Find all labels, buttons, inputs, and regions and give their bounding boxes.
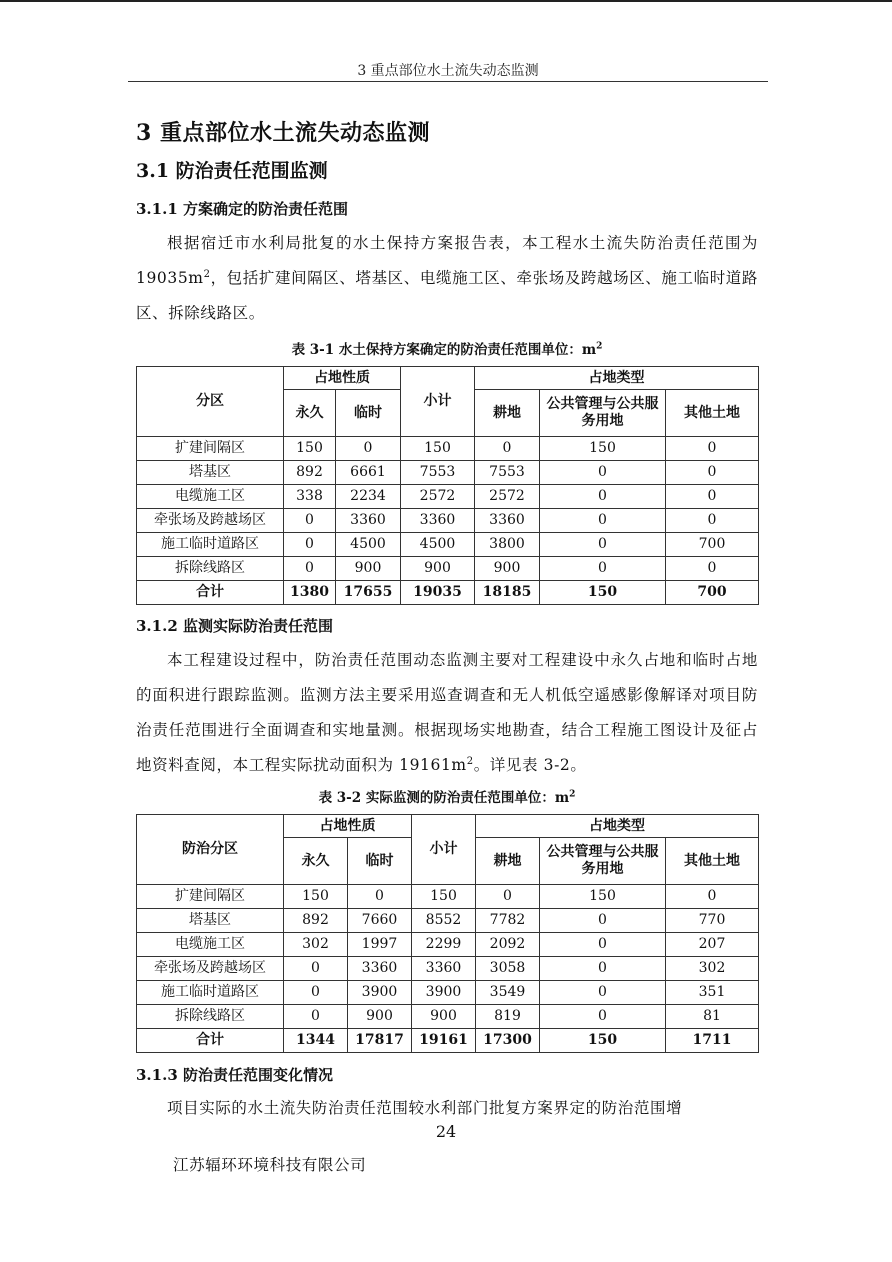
value-cell: 17300 xyxy=(476,1029,540,1053)
row-label-cell: 牵张场及跨越场区 xyxy=(137,957,284,981)
value-cell: 2092 xyxy=(476,933,540,957)
value-cell: 0 xyxy=(336,437,401,461)
row-label-cell: 施工临时道路区 xyxy=(137,981,284,1005)
value-cell: 351 xyxy=(666,981,759,1005)
value-cell: 900 xyxy=(475,557,540,581)
value-cell: 1711 xyxy=(666,1029,759,1053)
value-cell: 150 xyxy=(284,885,348,909)
header-subtotal: 小计 xyxy=(412,815,476,885)
value-cell: 3058 xyxy=(476,957,540,981)
header-subtotal: 小计 xyxy=(401,367,475,437)
value-cell: 0 xyxy=(284,557,336,581)
value-cell: 0 xyxy=(284,981,348,1005)
header-farmland: 耕地 xyxy=(476,838,540,885)
header-other: 其他土地 xyxy=(666,390,759,437)
value-cell: 900 xyxy=(412,1005,476,1029)
superscript: 2 xyxy=(203,268,211,280)
value-cell: 892 xyxy=(284,909,348,933)
superscript: 2 xyxy=(466,755,474,767)
value-cell: 3360 xyxy=(336,509,401,533)
paragraph-text: 本工程建设过程中，防治责任范围动态监测主要对工程建设中永久占地和临时占地的面积进行跟踪监测。监测方法主要采用巡查调查和无人机低空遥感影像解译对项目防治责任范围进行全面调查和实地量测。根据现场实地勘查，结合工程施工图设计及征占地资料查阅，本工程实际扰动面积为 19161m xyxy=(136,651,758,774)
header-land-type: 占地类型 xyxy=(476,815,759,838)
value-cell: 150 xyxy=(540,437,666,461)
value-cell: 19035 xyxy=(401,581,475,605)
caption-superscript: 2 xyxy=(569,789,576,800)
value-cell: 150 xyxy=(540,885,666,909)
value-cell: 8552 xyxy=(412,909,476,933)
value-cell: 150 xyxy=(540,1029,666,1053)
value-cell: 4500 xyxy=(401,533,475,557)
value-cell: 819 xyxy=(476,1005,540,1029)
value-cell: 3549 xyxy=(476,981,540,1005)
paragraph-3-1-3: 项目实际的水土流失防治责任范围较水利部门批复方案界定的防治范围增 xyxy=(167,1099,683,1117)
table-row xyxy=(137,485,759,509)
total-row xyxy=(137,1029,759,1053)
table-row xyxy=(137,533,759,557)
value-cell: 18185 xyxy=(475,581,540,605)
header-other: 其他土地 xyxy=(666,838,759,885)
row-label-cell: 塔基区 xyxy=(137,461,284,485)
value-cell: 0 xyxy=(540,461,666,485)
paragraph-text: ，包括扩建间隔区、塔基区、电缆施工区、牵张场及跨越场区、施工临时道路区、拆除线路区。 xyxy=(136,269,758,322)
value-cell: 900 xyxy=(401,557,475,581)
value-cell: 0 xyxy=(284,1005,348,1029)
value-cell: 19161 xyxy=(412,1029,476,1053)
row-label-cell: 扩建间隔区 xyxy=(137,885,284,909)
value-cell: 81 xyxy=(666,1005,759,1029)
header-permanent: 永久 xyxy=(284,390,336,437)
value-cell: 0 xyxy=(540,1005,666,1029)
row-label-cell: 扩建间隔区 xyxy=(137,437,284,461)
row-label-cell: 塔基区 xyxy=(137,909,284,933)
value-cell: 0 xyxy=(666,485,759,509)
table-row xyxy=(137,461,759,485)
row-label-cell: 电缆施工区 xyxy=(137,485,284,509)
row-label-cell: 合计 xyxy=(137,1029,284,1053)
value-cell: 3800 xyxy=(475,533,540,557)
value-cell: 0 xyxy=(666,885,759,909)
value-cell: 7553 xyxy=(475,461,540,485)
header-temporary: 临时 xyxy=(348,838,412,885)
value-cell: 150 xyxy=(284,437,336,461)
value-cell: 302 xyxy=(666,957,759,981)
row-label-cell: 电缆施工区 xyxy=(137,933,284,957)
paragraph-3-1-1 xyxy=(136,226,758,331)
table-row xyxy=(137,557,759,581)
value-cell: 2572 xyxy=(401,485,475,509)
row-label-cell: 拆除线路区 xyxy=(137,557,284,581)
value-cell: 3360 xyxy=(475,509,540,533)
header-farmland: 耕地 xyxy=(475,390,540,437)
value-cell: 3360 xyxy=(348,957,412,981)
value-cell: 1997 xyxy=(348,933,412,957)
value-cell: 700 xyxy=(666,533,759,557)
heading-3-1-3: 3.1.3 防治责任范围变化情况 xyxy=(136,1066,333,1084)
value-cell: 3360 xyxy=(401,509,475,533)
value-cell: 0 xyxy=(666,557,759,581)
value-cell: 338 xyxy=(284,485,336,509)
value-cell: 17655 xyxy=(336,581,401,605)
value-cell: 207 xyxy=(666,933,759,957)
table1-caption xyxy=(136,338,758,358)
chapter-title: 3 重点部位水土流失动态监测 xyxy=(136,120,430,146)
value-cell: 0 xyxy=(540,981,666,1005)
table-row xyxy=(137,509,759,533)
value-cell: 7553 xyxy=(401,461,475,485)
page-top-border xyxy=(0,0,892,2)
header-public: 公共管理与公共服务用地 xyxy=(540,390,666,437)
row-label-cell: 合计 xyxy=(137,581,284,605)
header-zone: 分区 xyxy=(137,367,284,437)
value-cell: 0 xyxy=(540,533,666,557)
value-cell: 2234 xyxy=(336,485,401,509)
header-zone: 防治分区 xyxy=(137,815,284,885)
caption-superscript: 2 xyxy=(596,341,603,352)
company-name: 江苏辐环环境科技有限公司 xyxy=(173,1156,367,1174)
header-land-type: 占地类型 xyxy=(475,367,759,390)
value-cell: 0 xyxy=(666,437,759,461)
value-cell: 0 xyxy=(540,509,666,533)
value-cell: 1380 xyxy=(284,581,336,605)
value-cell: 7782 xyxy=(476,909,540,933)
value-cell: 900 xyxy=(348,1005,412,1029)
value-cell: 0 xyxy=(284,957,348,981)
value-cell: 0 xyxy=(284,533,336,557)
value-cell: 0 xyxy=(540,933,666,957)
row-label-cell: 牵张场及跨越场区 xyxy=(137,509,284,533)
value-cell: 150 xyxy=(401,437,475,461)
value-cell: 0 xyxy=(348,885,412,909)
header-land-nature: 占地性质 xyxy=(284,367,401,390)
heading-3-1-1: 3.1.1 方案确定的防治责任范围 xyxy=(136,200,348,218)
header-temporary: 临时 xyxy=(336,390,401,437)
table2-caption xyxy=(136,786,758,806)
value-cell: 0 xyxy=(666,461,759,485)
value-cell: 2299 xyxy=(412,933,476,957)
caption-text: 表 3-2 实际监测的防治责任范围单位：m xyxy=(318,790,570,806)
value-cell: 892 xyxy=(284,461,336,485)
value-cell: 0 xyxy=(540,957,666,981)
table-row xyxy=(137,437,759,461)
value-cell: 900 xyxy=(336,557,401,581)
total-row xyxy=(137,581,759,605)
value-cell: 0 xyxy=(475,437,540,461)
table-row xyxy=(137,909,759,933)
table-row xyxy=(137,1005,759,1029)
value-cell: 4500 xyxy=(336,533,401,557)
value-cell: 700 xyxy=(666,581,759,605)
value-cell: 3900 xyxy=(412,981,476,1005)
row-label-cell: 拆除线路区 xyxy=(137,1005,284,1029)
row-label-cell: 施工临时道路区 xyxy=(137,533,284,557)
value-cell: 3360 xyxy=(412,957,476,981)
heading-3-1-2: 3.1.2 监测实际防治责任范围 xyxy=(136,617,333,635)
table-row xyxy=(137,981,759,1005)
paragraph-text: 根据宿迁市水利局批复的水土保持方案报告表，本工程水土流失防治责任范围为 19035m xyxy=(136,234,758,287)
table-row xyxy=(137,933,759,957)
table-3-2 xyxy=(136,814,759,1053)
table-row xyxy=(137,957,759,981)
paragraph-3-1-2 xyxy=(136,643,758,783)
value-cell: 150 xyxy=(412,885,476,909)
value-cell: 0 xyxy=(540,557,666,581)
value-cell: 1344 xyxy=(284,1029,348,1053)
value-cell: 0 xyxy=(666,509,759,533)
running-header: 3 重点部位水土流失动态监测 xyxy=(357,63,539,79)
caption-text: 表 3-1 水土保持方案确定的防治责任范围单位：m xyxy=(291,342,597,358)
paragraph-text: 。详见表 3-2。 xyxy=(473,756,587,774)
value-cell: 0 xyxy=(476,885,540,909)
value-cell: 7660 xyxy=(348,909,412,933)
page-number: 24 xyxy=(435,1122,457,1141)
value-cell: 302 xyxy=(284,933,348,957)
header-rule xyxy=(128,81,768,82)
value-cell: 0 xyxy=(540,909,666,933)
header-land-nature: 占地性质 xyxy=(284,815,412,838)
value-cell: 3900 xyxy=(348,981,412,1005)
table-row xyxy=(137,885,759,909)
value-cell: 150 xyxy=(540,581,666,605)
value-cell: 17817 xyxy=(348,1029,412,1053)
section-title: 3.1 防治责任范围监测 xyxy=(136,160,328,182)
value-cell: 0 xyxy=(540,485,666,509)
header-permanent: 永久 xyxy=(284,838,348,885)
header-public: 公共管理与公共服务用地 xyxy=(540,838,666,885)
value-cell: 0 xyxy=(284,509,336,533)
value-cell: 2572 xyxy=(475,485,540,509)
value-cell: 770 xyxy=(666,909,759,933)
table-3-1 xyxy=(136,366,759,605)
value-cell: 6661 xyxy=(336,461,401,485)
